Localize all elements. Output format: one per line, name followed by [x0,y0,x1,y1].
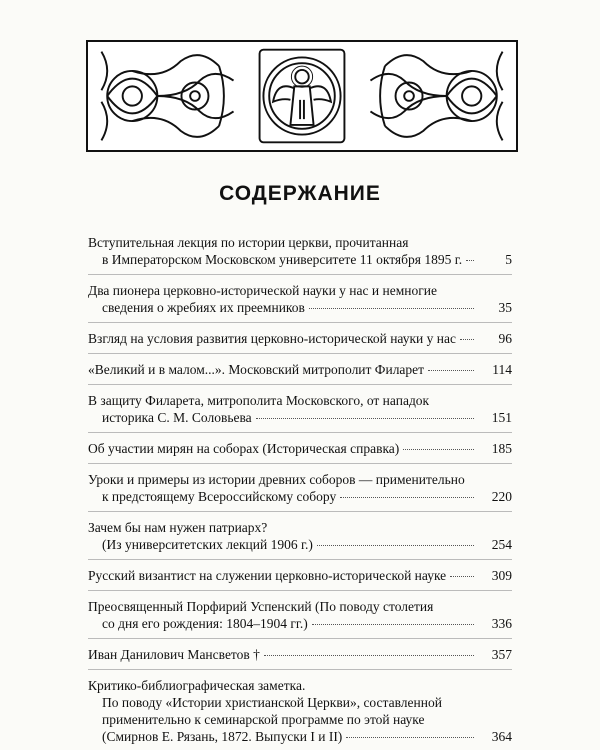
dot-leader [346,737,474,738]
toc-entry-text: Критико-библиографическая заметка. [88,678,306,693]
toc-page-number: 5 [505,252,512,267]
toc-entry-text: Уроки и примеры из истории древних соборов — применительно [88,472,465,487]
toc-entry-text: Об участии мирян на соборах (Историческая справка) [88,441,400,456]
toc-entry-text: Русский византист на служении церковно-исторической науке [88,568,447,583]
entry-divider [88,384,512,385]
toc-entry-text: По поводу «Истории христианской Церкви», составленной [102,695,442,710]
toc-entry-text: историка С. М. Соловьева [102,410,252,425]
toc-entry-text: Зачем бы нам нужен патриарх? [88,520,268,535]
dot-leader [428,370,474,371]
ornamental-header-banner [86,40,518,152]
entry-divider [88,559,512,560]
toc-entry-text: Иван Данилович Мансветов † [88,647,260,662]
toc-page-number: 185 [491,441,512,456]
entry-divider [88,353,512,354]
dot-leader [450,576,474,577]
ornament-pattern [88,42,516,150]
toc-entry-text: Два пионера церковно-исторической науки у нас и немногие [88,283,437,298]
toc-entry-text: к предстоящему Всероссийскому собору [102,489,337,504]
toc-entry-text: применительно к семинарской программе по этой науке [102,712,425,727]
dot-leader [256,418,474,419]
toc-entry-text: со дня его рождения: 1804–1904 гг.) [102,616,308,631]
toc-entry[interactable] [88,567,512,584]
toc-entry[interactable] [88,598,512,632]
toc-page-number: 364 [491,729,512,744]
toc-page-number: 96 [498,331,512,346]
toc-entry[interactable] [88,440,512,457]
toc-page-number: 220 [491,489,512,504]
toc-page-number: 35 [498,300,512,315]
entry-divider [88,590,512,591]
entry-divider [88,322,512,323]
toc-page-number: 151 [491,410,512,425]
entry-divider [88,432,512,433]
toc-entry[interactable] [88,392,512,426]
entry-divider [88,669,512,670]
toc-entry[interactable] [88,330,512,347]
toc-entry[interactable] [88,646,512,663]
entry-divider [88,638,512,639]
toc-page-number: 114 [492,362,512,377]
toc-entry-text: (Из университетских лекций 1906 г.) [102,537,313,552]
toc-entry-text: (Смирнов Е. Рязань, 1872. Выпуски I и II) [102,729,343,744]
toc-entry-text: сведения о жребиях их преемников [102,300,305,315]
left-floral-ornament [101,52,233,141]
toc-entry[interactable] [88,471,512,505]
entry-divider [88,274,512,275]
toc-entry[interactable] [88,519,512,553]
entry-divider [88,511,512,512]
toc-entry[interactable] [88,234,512,268]
page-title: СОДЕРЖАНИЕ [219,182,381,205]
toc-entry-text: Взгляд на условия развития церковно-исторической науки у нас [88,331,456,346]
dot-leader [403,449,474,450]
table-of-contents [88,234,512,745]
dot-leader [309,308,474,309]
toc-page-number: 254 [491,537,512,552]
entry-divider [88,463,512,464]
toc-entry-text: в Императорском Московском университете 11 октября 1895 г. [102,252,463,267]
dot-leader [466,260,474,261]
toc-page-number: 357 [491,647,512,662]
toc-entry-text: «Великий и в малом...». Московский митрополит Филарет [88,362,425,377]
toc-entry[interactable] [88,677,512,745]
toc-page-number: 336 [491,616,512,631]
toc-entry-text: Вступительная лекция по истории церкви, прочитанная [88,235,409,250]
toc-entry[interactable] [88,361,512,378]
dot-leader [264,655,474,656]
dot-leader [312,624,474,625]
center-medallion [260,50,345,143]
toc-entry[interactable] [88,282,512,316]
toc-page-number: 309 [491,568,512,583]
toc-entry-text: В защиту Филарета, митрополита Московского, от нападок [88,393,430,408]
dot-leader [317,545,474,546]
dot-leader [460,339,474,340]
right-floral-ornament [370,52,502,141]
dot-leader [340,497,474,498]
toc-entry-text: Преосвященный Порфирий Успенский (По поводу столетия [88,599,434,614]
